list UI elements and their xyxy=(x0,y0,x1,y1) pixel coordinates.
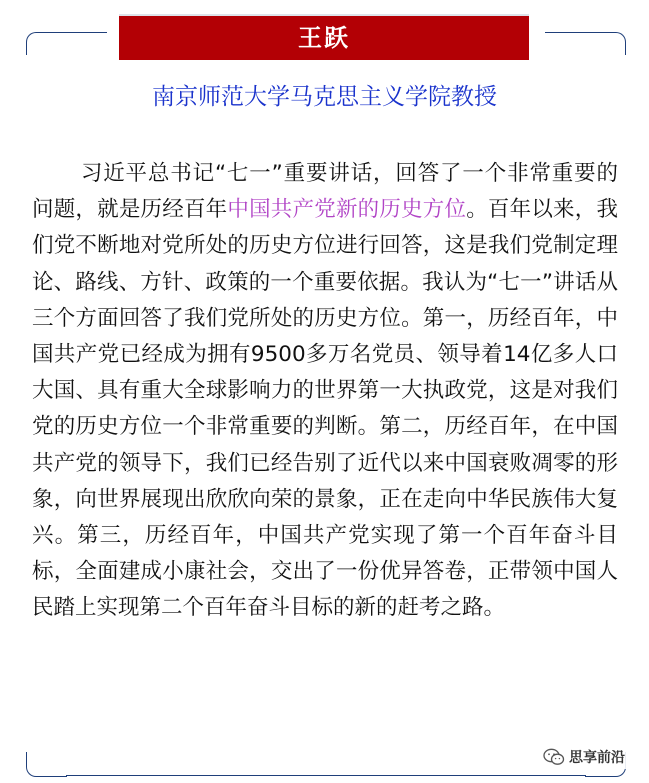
frame-corner-bottom-left xyxy=(26,752,67,777)
article-paragraph xyxy=(32,156,618,627)
wechat-icon xyxy=(543,748,565,766)
author-name-banner: 王跃 xyxy=(119,16,529,60)
article-text-part2: 。百年以来，我们党不断地对党所处的历史方位进行回答，这是我们党制定理论、路线、方针、政策的一个重要依据。我认为“七一”讲话从三个方面回答了我们党所处的历史方位。第一，历经百年，中国共产党已经成为拥有9500多万名党员、领导着14亿多人口大国、具有重大全球影响力的世界第一大执政党，这是对我们党的历史方位一个非常重要的判断。第二，历经百年，在中国共产党的领导下，我们已经告别了近代以来中国衰败凋零的形象，向世界展现出欣欣向荣的景象，正在走向中华民族伟大复兴。第三，历经百年，中国共产党实现了第一个百年奋斗目标，全面建成小康社会，交出了一份优异答卷，正带领中国人民踏上实现第二个百年奋斗目标的新的赶考之路。 xyxy=(32,197,618,621)
frame-corner-top-right xyxy=(545,32,626,55)
frame-bottom-line xyxy=(66,775,586,776)
source-watermark xyxy=(539,745,629,769)
frame-corner-top-left xyxy=(26,32,107,55)
article-text-part1: 习近平总书记“七一”重要讲话，回答了一个非常重要的问题，就是历经百年 xyxy=(32,161,618,223)
author-affiliation: 南京师范大学马克思主义学院教授 xyxy=(152,84,497,110)
source-account-name: 思享前沿 xyxy=(569,750,625,766)
article-highlight-link[interactable]: 中国共产党新的历史方位 xyxy=(227,197,467,223)
